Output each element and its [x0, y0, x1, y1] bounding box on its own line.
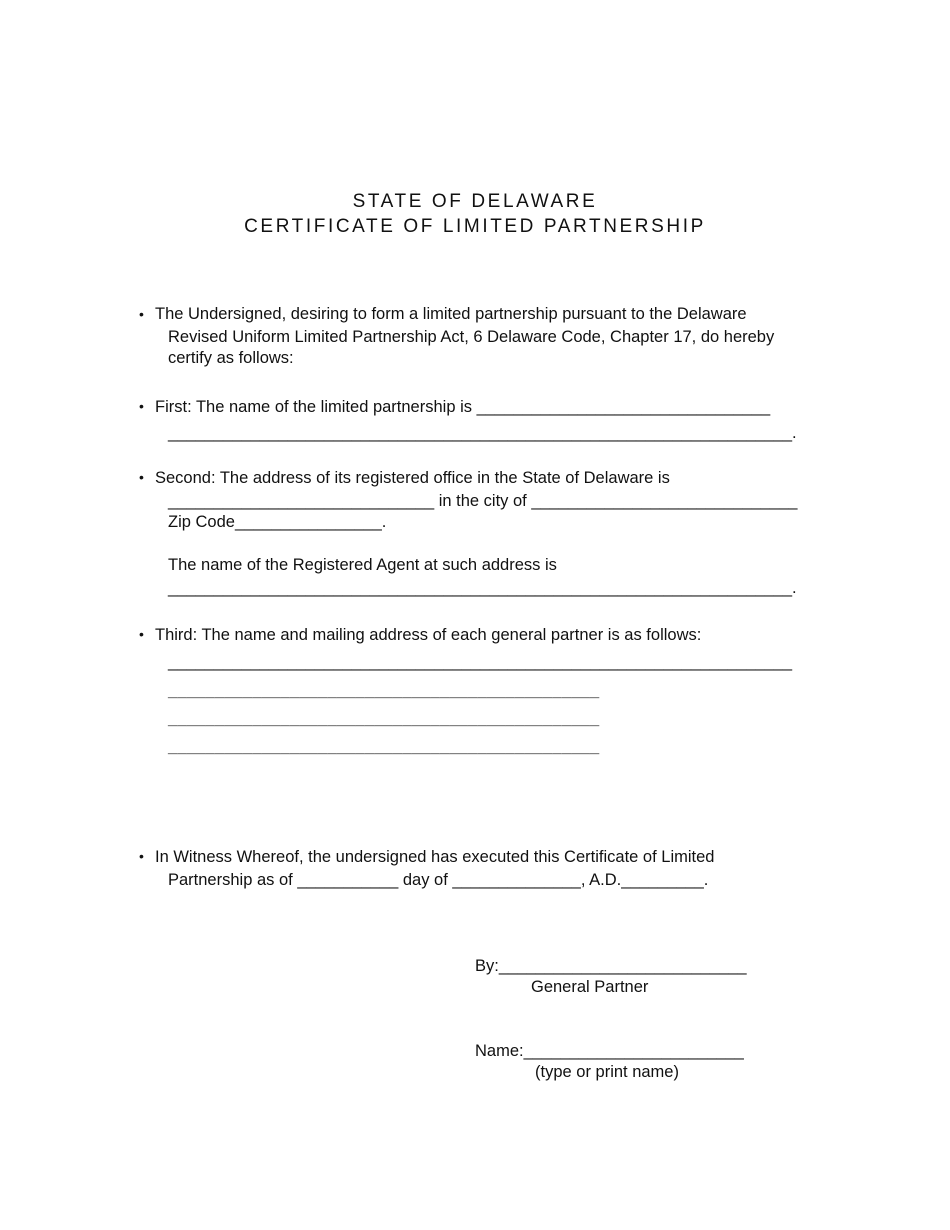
- general-partner-caption: General Partner: [531, 978, 649, 996]
- execution-date-field[interactable]: Partnership as of ___________ day of ______________, A.D._________.: [168, 871, 709, 889]
- registered-office-label: Second: The address of its registered office in the State of Delaware is: [155, 469, 670, 487]
- zip-code-field[interactable]: Zip Code________________.: [168, 513, 387, 531]
- intro-line-1: The Undersigned, desiring to form a limited partnership pursuant to the Delaware: [155, 305, 747, 323]
- registered-agent-label: The name of the Registered Agent at such address is: [168, 556, 557, 574]
- signature-field[interactable]: By:___________________________: [475, 957, 747, 975]
- document-subtitle: CERTIFICATE OF LIMITED PARTNERSHIP: [244, 216, 706, 237]
- registered-agent-field[interactable]: ____________________________________________________________________.: [168, 579, 797, 597]
- partnership-name-field[interactable]: First: The name of the limited partnership is ________________________________: [155, 398, 771, 416]
- bullet-icon: •: [139, 626, 144, 642]
- intro-line-2: Revised Uniform Limited Partnership Act, 6 Delaware Code, Chapter 17, do hereby: [168, 328, 775, 346]
- general-partner-field-2[interactable]: ______________________________________________: [168, 682, 600, 700]
- printed-name-caption: (type or print name): [535, 1063, 679, 1081]
- intro-line-3: certify as follows:: [168, 349, 294, 367]
- printed-name-field[interactable]: Name:________________________: [475, 1042, 744, 1060]
- bullet-icon: •: [139, 398, 144, 414]
- bullet-icon: •: [139, 848, 144, 864]
- general-partner-label: Third: The name and mailing address of each general partner is as follows:: [155, 626, 702, 644]
- document-title: STATE OF DELAWARE: [352, 191, 598, 212]
- witness-line-1: In Witness Whereof, the undersigned has executed this Certificate of Limited: [155, 848, 715, 866]
- bullet-icon: •: [139, 469, 144, 485]
- address-and-city-field[interactable]: _____________________________ in the city of _____________________________: [168, 492, 798, 510]
- general-partner-field-4[interactable]: ______________________________________________: [168, 738, 600, 756]
- bullet-icon: •: [139, 306, 144, 322]
- partnership-name-field-continued[interactable]: ____________________________________________________________________.: [168, 424, 797, 442]
- general-partner-field-1[interactable]: ____________________________________________________________________: [168, 653, 793, 671]
- general-partner-field-3[interactable]: ______________________________________________: [168, 710, 600, 728]
